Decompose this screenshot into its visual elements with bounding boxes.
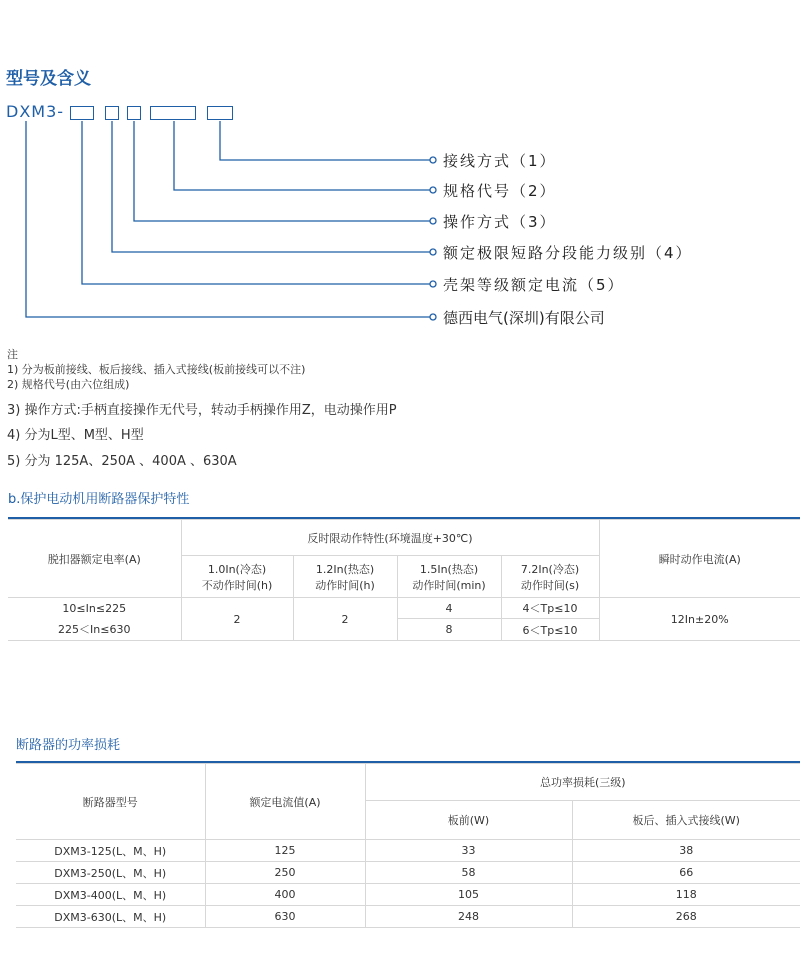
sub-1-0in: 1.0In(冷态) 不动作时间(h) xyxy=(181,556,293,598)
note-3: 3) 操作方式:手柄直接操作无代号，转动手柄操作用Z，电动操作用P xyxy=(7,403,397,418)
section-b-title: b.保护电动机用断路器保护特性 xyxy=(8,492,190,507)
callout-spec: 规格代号（2） xyxy=(443,182,557,200)
sub-1-2in: 1.2In(热态) 动作时间(h) xyxy=(293,556,397,598)
table-row xyxy=(16,906,800,928)
cell-back: 38 xyxy=(572,840,800,862)
cell-rated: 250 xyxy=(205,862,365,884)
col-instant: 瞬时动作电流(A) xyxy=(599,520,800,598)
col-rated-current: 额定电流值(A) xyxy=(205,764,365,840)
value-1-2in: 2 xyxy=(293,598,397,641)
table-row xyxy=(16,862,800,884)
table-row xyxy=(16,840,800,862)
note-4: 4) 分为L型、M型、H型 xyxy=(7,428,144,443)
cell-rated: 125 xyxy=(205,840,365,862)
col-back: 板后、插入式接线(W) xyxy=(572,801,800,840)
section-c-title: 断路器的功率损耗 xyxy=(16,738,121,753)
row1-7-2in: 4＜Tp≤10 xyxy=(501,598,599,619)
note-2: 2) 规格代号(由六位组成) xyxy=(7,378,130,391)
callout-frame-current: 壳架等级额定电流（5） xyxy=(443,276,625,294)
cell-model: DXM3-400(L、M、H) xyxy=(16,884,205,906)
callout-company: 德西电气(深圳)有限公司 xyxy=(443,309,605,327)
protection-table xyxy=(8,519,800,641)
power-loss-table xyxy=(16,763,800,928)
cell-rated: 630 xyxy=(205,906,365,928)
col-total-loss: 总功率损耗(三级) xyxy=(365,764,800,801)
col-breaker-model: 断路器型号 xyxy=(16,764,205,840)
model-prefix: DXM3- xyxy=(6,102,65,121)
col-inverse: 反时限动作特性(环境温度+30℃) xyxy=(181,520,599,556)
cell-front: 58 xyxy=(365,862,572,884)
cell-back: 118 xyxy=(572,884,800,906)
page-title: 型号及含义 xyxy=(6,69,91,89)
cell-back: 66 xyxy=(572,862,800,884)
note-1: 1) 分为板前接线、板后接线、插入式接线(板前接线可以不注) xyxy=(7,363,306,376)
table-row xyxy=(16,884,800,906)
row2-7-2in: 6＜Tp≤10 xyxy=(501,619,599,641)
note-5: 5) 分为 125A、250A 、400A 、630A xyxy=(7,454,237,469)
col-front: 板前(W) xyxy=(365,801,572,840)
cell-back: 268 xyxy=(572,906,800,928)
cell-front: 33 xyxy=(365,840,572,862)
row2-1-5in: 8 xyxy=(397,619,501,641)
value-1-0in: 2 xyxy=(181,598,293,641)
cell-front: 105 xyxy=(365,884,572,906)
sub-7-2in: 7.2In(冷态) 动作时间(s) xyxy=(501,556,599,598)
sub-1-5in: 1.5In(热态) 动作时间(min) xyxy=(397,556,501,598)
row1-range: 10≤In≤225 xyxy=(8,598,181,619)
instant-value: 12In±20% xyxy=(599,598,800,641)
callout-lines xyxy=(0,0,800,340)
cell-front: 248 xyxy=(365,906,572,928)
callout-breaking-level: 额定极限短路分段能力级别（4） xyxy=(443,244,693,262)
row1-1-5in: 4 xyxy=(397,598,501,619)
cell-model: DXM3-630(L、M、H) xyxy=(16,906,205,928)
cell-rated: 400 xyxy=(205,884,365,906)
cell-model: DXM3-250(L、M、H) xyxy=(16,862,205,884)
notes-head: 注 xyxy=(7,348,18,361)
row2-range: 225＜In≤630 xyxy=(8,619,181,641)
cell-model: DXM3-125(L、M、H) xyxy=(16,840,205,862)
callout-wiring: 接线方式（1） xyxy=(443,152,557,170)
callout-operation: 操作方式（3） xyxy=(443,213,557,231)
col-trip-current: 脱扣器额定电率(A) xyxy=(8,520,181,598)
